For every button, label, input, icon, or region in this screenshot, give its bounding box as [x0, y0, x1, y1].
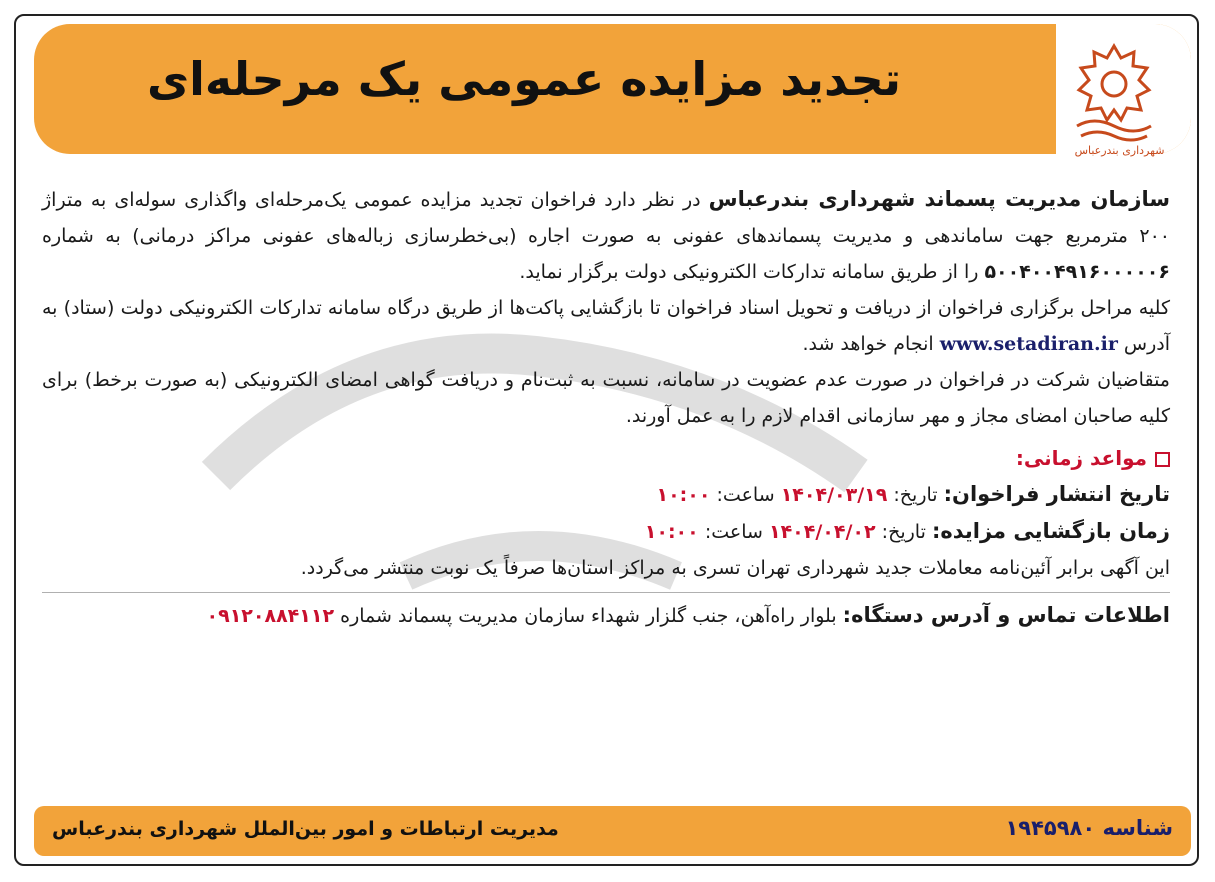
- publish-label: تاریخ انتشار فراخوان:: [943, 482, 1170, 506]
- divider: [42, 592, 1170, 593]
- schedule-heading: [42, 440, 1170, 476]
- municipality-logo-icon: [1059, 38, 1169, 148]
- opening-date-label: تاریخ:: [881, 521, 926, 543]
- paragraph-2: [42, 290, 1170, 362]
- footer-id: شناسه ۱۹۴۵۹۸۰: [1005, 816, 1173, 840]
- opening-time-label: ساعت:: [704, 521, 763, 543]
- paragraph-1-text-a: در نظر دارد فراخوان تجدید مزایده عمومی یک‌مرحله‌ای واگذاری سوله‌ای به متراژ ۲۰۰ مترمربع جهت ساماندهی و مدیریت پسماندهای عفونی به صورت اجاره (بی‌خطرسازی زباله‌های عفونی مراکز درمانی) به شماره: [42, 189, 1170, 247]
- paragraph-2-text-b: انجام خواهد شد.: [802, 333, 940, 355]
- footer-publisher: مدیریت ارتباطات و امور بین‌الملل شهرداری بندرعباس: [52, 818, 559, 840]
- paragraph-1: [42, 181, 1170, 290]
- setad-link[interactable]: www.setadiran.ir: [939, 333, 1118, 355]
- schedule-heading-text: مواعد زمانی:: [1015, 446, 1147, 470]
- announcement-body: [42, 181, 1170, 634]
- contact-phone: ۰۹۱۲۰۸۸۴۱۱۲: [206, 605, 335, 627]
- publish-row: [42, 476, 1170, 513]
- opening-label: زمان بازگشایی مزایده:: [931, 519, 1170, 543]
- header-banner: [34, 24, 1191, 154]
- checkbox-icon: [1155, 452, 1170, 467]
- opening-date: ۱۴۰۴/۰۴/۰۲: [768, 521, 876, 543]
- publish-date: ۱۴۰۴/۰۳/۱۹: [780, 484, 888, 506]
- logo-caption: شهرداری بندرعباس: [1074, 144, 1165, 157]
- contact-address: بلوار راه‌آهن، جنب گلزار شهداء سازمان مدیریت پسماند شماره: [334, 605, 843, 627]
- paragraph-1-text-b: را از طریق سامانه تدارکات الکترونیکی دولت برگزار نماید.: [519, 261, 985, 283]
- paragraph-3: متقاضیان شرکت در فراخوان در صورت عدم عضویت در سامانه، نسبت به ثبت‌نام و دریافت گواهی امضای الکترونیکی (به صورت برخط) برای کلیه صاحبان امضای مجاز و مهر سازمانی اقدام لازم را به عمل آورند.: [42, 369, 1170, 427]
- paragraph-2-text-a: کلیه مراحل برگزاری فراخوان از دریافت و تحویل اسناد فراخوان تا بازگشایی پاکت‌ها از طریق درگاه سامانه تدارکات الکترونیکی دولت (ستاد) به آدرس: [42, 297, 1170, 355]
- opening-time: ۱۰:۰۰: [644, 521, 699, 543]
- page-title: تجدید مزایده عمومی یک مرحله‌ای: [146, 52, 902, 106]
- organizer-name: سازمان مدیریت پسماند شهرداری بندرعباس: [708, 187, 1170, 211]
- contact-label: اطلاعات تماس و آدرس دستگاه:: [842, 603, 1170, 627]
- publication-notice: این آگهی برابر آئین‌نامه معاملات جدید شهرداری تهران تسری به مراکز استان‌ها صرفاً یک نوبت منتشر می‌گردد.: [300, 557, 1170, 579]
- advertisement-frame: [14, 14, 1199, 866]
- footer-banner: [34, 806, 1191, 856]
- publish-time-label: ساعت:: [716, 484, 775, 506]
- publish-date-label: تاریخ:: [893, 484, 938, 506]
- opening-row: [42, 513, 1170, 550]
- contact-row: [42, 597, 1170, 634]
- tender-number: ۵۰۰۴۰۰۴۹۱۶۰۰۰۰۰۶: [984, 261, 1170, 283]
- publish-time: ۱۰:۰۰: [656, 484, 711, 506]
